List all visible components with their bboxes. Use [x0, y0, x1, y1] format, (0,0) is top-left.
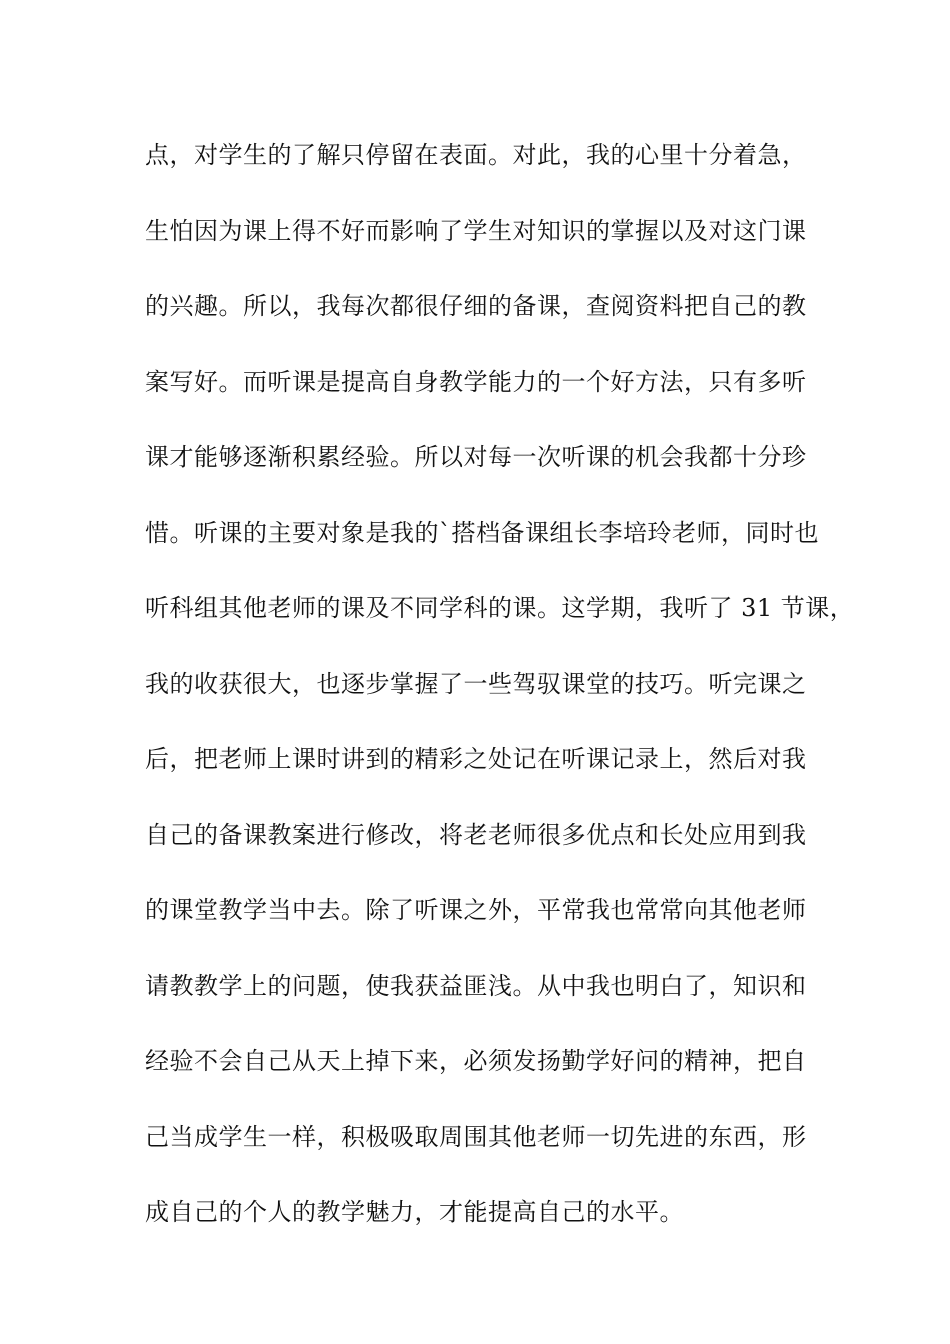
text-line-4: 案写好。而听课是提高自身教学能力的一个好方法，只有多听 — [145, 367, 807, 396]
text-line-11: 的课堂教学当中去。除了听课之外，平常我也常常向其他老师 — [145, 896, 807, 924]
text-line-15: 成自己的个人的教学魅力，才能提高自己的水平。 — [145, 1198, 684, 1226]
text-line-12: 请教教学上的问题，使我获益匪浅。从中我也明白了，知识和 — [145, 971, 807, 1000]
text-line-2: 生怕因为课上得不好而影响了学生对知识的掌握以及对这门课 — [145, 216, 807, 245]
text-line-8: 我的收获很大，也逐步掌握了一些驾驭课堂的技巧。听完课之 — [145, 669, 807, 698]
text-line-7: 听科组其他老师的课及不同学科的课。这学期，我听了 31 节课， — [145, 594, 855, 622]
text-line-10: 自己的备课教案进行修改，将老老师很多优点和长处应用到我 — [145, 820, 807, 849]
text-line-5: 课才能够逐渐积累经验。所以对每一次听课的机会我都十分珍 — [145, 443, 807, 471]
body-paragraph — [145, 130, 855, 1263]
text-line-13: 经验不会自己从天上掉下来，必须发扬勤学好问的精神，把自 — [145, 1047, 807, 1075]
text-line-6: 惜。听课的主要对象是我的`搭档备课组长李培玲老师，同时也 — [145, 518, 819, 547]
text-line-3: 的兴趣。所以，我每次都很仔细的备课，查阅资料把自己的教 — [145, 292, 807, 320]
text-line-1: 点，对学生的了解只停留在表面。对此，我的心里十分着急， — [145, 141, 807, 169]
text-line-14: 己当成学生一样，积极吸取周围其他老师一切先进的东西，形 — [145, 1122, 807, 1151]
text-line-9: 后，把老师上课时讲到的精彩之处记在听课记录上，然后对我 — [145, 745, 807, 773]
